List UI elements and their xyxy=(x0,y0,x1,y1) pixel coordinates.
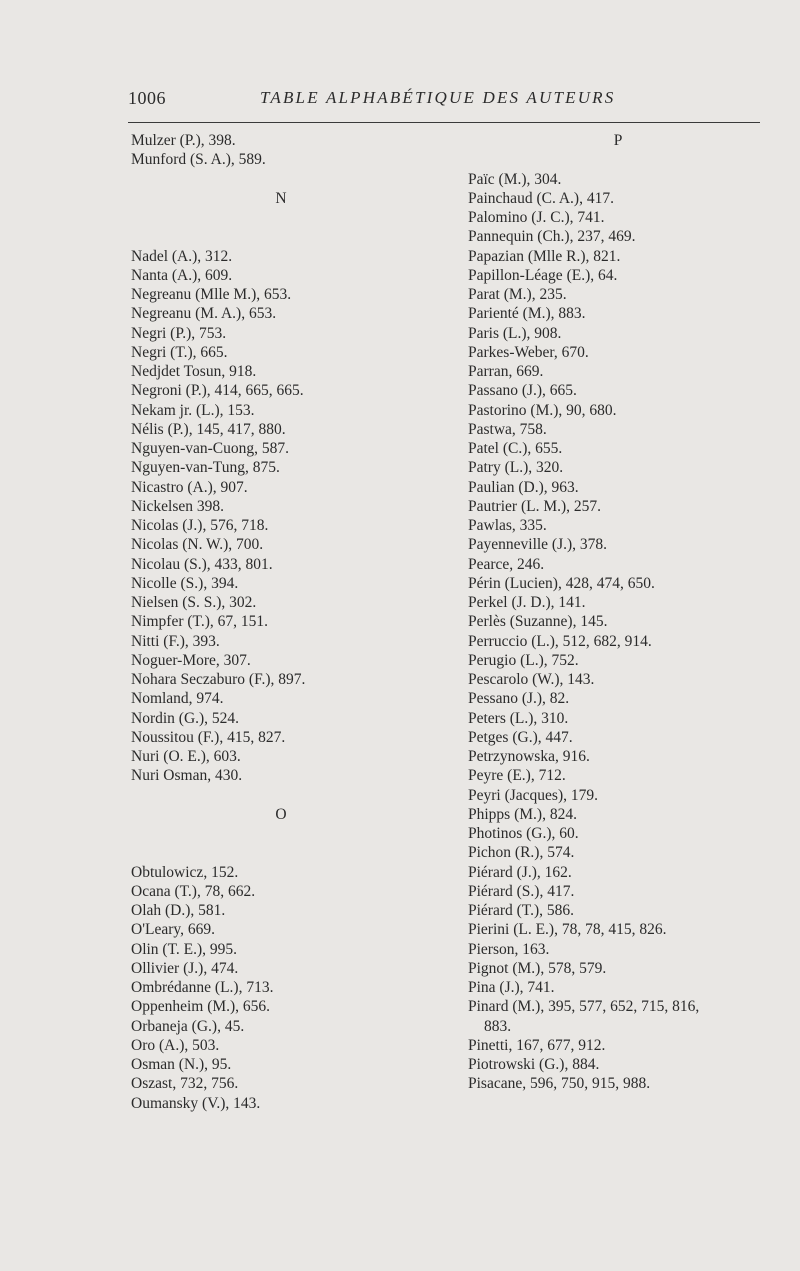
index-entry: Parran, 669. xyxy=(468,363,544,380)
index-entry: Piérard (T.), 586. xyxy=(468,902,575,919)
index-entry: Périn (Lucien), 428, 474, 650. xyxy=(468,574,655,592)
running-title: TABLE ALPHABÉTIQUE DES AUTEURS xyxy=(260,88,616,107)
index-entry: Nekam jr. (L.), 153. xyxy=(131,401,255,419)
index-column-right xyxy=(468,131,768,1094)
index-entry: Oumansky (V.), 143. xyxy=(131,1094,261,1112)
index-entry: Nordin (G.), 524. xyxy=(131,709,240,727)
index-entry: Painchaud (C. A.), 417. xyxy=(468,189,614,207)
index-entry: Parat (M.), 235. xyxy=(468,286,567,303)
index-entry: Petrzynowska, 916. xyxy=(468,748,590,765)
section-letter: P xyxy=(613,132,623,149)
index-entry: Papillon-Léage (E.), 64. xyxy=(468,266,618,284)
index-entry: Pinard (M.), 395, 577, 652, 715, 816, xyxy=(468,998,700,1016)
index-entry: Pisacane, 596, 750, 915, 988. xyxy=(468,1075,651,1093)
index-entry: Pearce, 246. xyxy=(468,555,545,573)
index-entry: Munford (S. A.), 589. xyxy=(131,151,266,169)
index-entry: Patel (C.), 655. xyxy=(468,440,563,457)
index-entry: Palomino (J. C.), 741. xyxy=(468,209,605,226)
index-entry: Perruccio (L.), 512, 682, 914. xyxy=(468,632,652,650)
index-entry: Piérard (S.), 417. xyxy=(468,882,575,900)
index-entry: Nicolas (J.), 576, 718. xyxy=(131,517,269,534)
index-entry: Pastorino (M.), 90, 680. xyxy=(468,401,617,419)
index-entry: Paris (L.), 908. xyxy=(468,324,562,342)
index-entry: Osman (N.), 95. xyxy=(131,1056,232,1073)
index-entry: Olah (D.), 581. xyxy=(131,902,226,919)
index-entry: Pawlas, 335. xyxy=(468,517,547,534)
index-entry: Piérard (J.), 162. xyxy=(468,863,572,881)
index-entry: Nguyen-van-Tung, 875. xyxy=(131,459,280,477)
index-entry: Nanta (A.), 609. xyxy=(131,266,233,284)
index-entry: Nicolas (N. W.), 700. xyxy=(131,536,264,554)
index-entry: Pescarolo (W.), 143. xyxy=(468,671,595,688)
spacer xyxy=(131,824,431,863)
index-entry: Oro (A.), 503. xyxy=(131,1036,220,1054)
index-entry: Pessano (J.), 82. xyxy=(468,690,570,708)
index-entry: Orbaneja (G.), 45. xyxy=(131,1017,245,1035)
index-entry: Perlès (Suzanne), 145. xyxy=(468,613,608,631)
index-entry: Petges (G.), 447. xyxy=(468,728,573,746)
section-letter: O xyxy=(275,805,287,823)
index-entry: Païc (M.), 304. xyxy=(468,170,562,188)
spacer xyxy=(131,208,431,247)
index-entry: Nimpfer (T.), 67, 151. xyxy=(131,613,269,631)
index-entry: Perugio (L.), 752. xyxy=(468,651,579,669)
index-entry: Pignot (M.), 578, 579. xyxy=(468,959,607,977)
index-entry: Pina (J.), 741. xyxy=(468,979,555,996)
index-entry: Nadel (A.), 312. xyxy=(131,247,233,265)
index-entry: Negroni (P.), 414, 665, 665. xyxy=(131,382,304,400)
spacer xyxy=(131,170,431,189)
index-entry: Olin (T. E.), 995. xyxy=(131,940,238,958)
index-entry: Negreanu (Mlle M.), 653. xyxy=(131,286,292,303)
index-entry: Noussitou (F.), 415, 827. xyxy=(131,728,286,746)
page-number: 1006 xyxy=(128,88,166,108)
index-entry: Noguer-More, 307. xyxy=(131,651,251,669)
index-entry: Pannequin (Ch.), 237, 469. xyxy=(468,228,636,246)
index-entry: Negreanu (M. A.), 653. xyxy=(131,305,277,323)
index-entry: Peyre (E.), 712. xyxy=(468,767,566,785)
index-entry: Nicolle (S.), 394. xyxy=(131,574,239,592)
index-entry: Nomland, 974. xyxy=(131,690,224,708)
index-entry: Oppenheim (M.), 656. xyxy=(131,998,271,1016)
index-entry: Perkel (J. D.), 141. xyxy=(468,594,586,611)
index-entry: Pichon (R.), 574. xyxy=(468,844,575,862)
index-entry: Phipps (M.), 824. xyxy=(468,805,577,823)
index-entry: Pinetti, 167, 677, 912. xyxy=(468,1036,606,1054)
index-entry: Pastwa, 758. xyxy=(468,420,547,438)
index-entry: Nielsen (S. S.), 302. xyxy=(131,594,257,611)
index-entry: Parkes-Weber, 670. xyxy=(468,343,589,361)
index-entry: Obtulowicz, 152. xyxy=(131,863,239,881)
index-entry: Peters (L.), 310. xyxy=(468,709,569,727)
index-entry: Patry (L.), 320. xyxy=(468,459,564,477)
index-entry: Nicastro (A.), 907. xyxy=(131,478,248,496)
index-column-left xyxy=(131,131,431,1113)
index-entry: Parienté (M.), 883. xyxy=(468,305,586,323)
index-entry: Mulzer (P.), 398. xyxy=(131,132,236,149)
index-entry: Ollivier (J.), 474. xyxy=(131,959,239,977)
index-entry: Nitti (F.), 393. xyxy=(131,632,220,650)
index-entry: Nuri (O. E.), 603. xyxy=(131,748,241,765)
index-entry: Ocana (T.), 78, 662. xyxy=(131,882,256,900)
index-entry: Nuri Osman, 430. xyxy=(131,767,243,785)
spacer xyxy=(131,786,431,805)
index-entry: Pierini (L. E.), 78, 78, 415, 826. xyxy=(468,921,667,939)
index-entry: O'Leary, 669. xyxy=(131,921,215,939)
page-header xyxy=(128,86,760,116)
index-entry: Oszast, 732, 756. xyxy=(131,1075,239,1093)
index-entry: Negri (P.), 753. xyxy=(131,324,227,342)
index-entry: Papazian (Mlle R.), 821. xyxy=(468,247,621,265)
header-rule xyxy=(128,122,760,123)
index-entry: Payenneville (J.), 378. xyxy=(468,536,608,554)
index-entry: Nohara Seczaburo (F.), 897. xyxy=(131,671,306,688)
index-entry: Nicolau (S.), 433, 801. xyxy=(131,555,273,573)
index-entry: Passano (J.), 665. xyxy=(468,382,577,400)
index-entry: Nélis (P.), 145, 417, 880. xyxy=(131,420,286,438)
section-letter: N xyxy=(275,189,287,207)
index-entry: Nedjdet Tosun, 918. xyxy=(131,363,257,380)
index-entry: Pautrier (L. M.), 257. xyxy=(468,497,602,515)
index-entry: Paulian (D.), 963. xyxy=(468,478,579,496)
index-entry: Ombrédanne (L.), 713. xyxy=(131,979,274,996)
index-entry: Nickelsen 398. xyxy=(131,497,224,515)
spacer xyxy=(468,150,768,169)
index-entry-continuation: 883. xyxy=(484,1017,512,1035)
index-entry: Nguyen-van-Cuong, 587. xyxy=(131,440,289,457)
index-entry: Photinos (G.), 60. xyxy=(468,825,579,842)
index-entry: Pierson, 163. xyxy=(468,940,550,958)
index-entry: Piotrowski (G.), 884. xyxy=(468,1056,600,1073)
index-entry: Peyri (Jacques), 179. xyxy=(468,786,598,804)
index-entry: Negri (T.), 665. xyxy=(131,343,228,361)
